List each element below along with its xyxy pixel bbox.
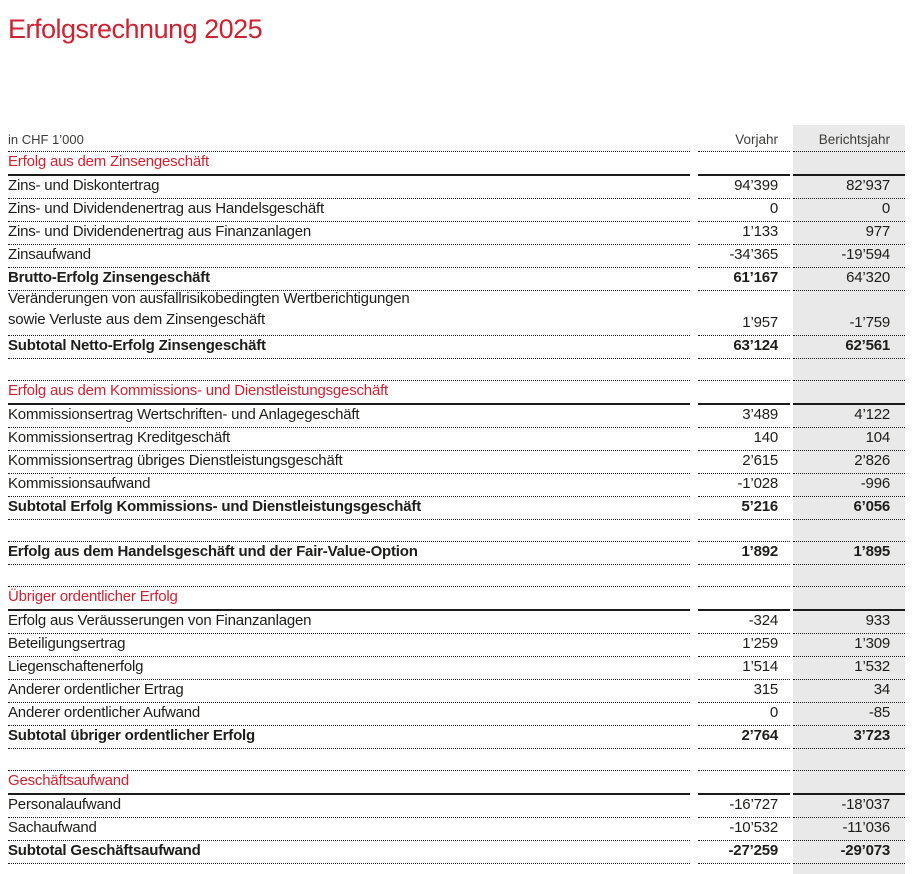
subtotal-row — [8, 841, 905, 864]
row-label: Kommissionsaufwand — [8, 474, 690, 497]
vorjahr-value: 0 — [698, 199, 790, 222]
section-title: Erfolg aus dem Kommissions- und Dienstleistungsgeschäft — [8, 381, 690, 405]
vorjahr-value: 1’892 — [698, 542, 790, 565]
row-label: Kommissionsertrag Wertschriften- und Anlagegeschäft — [8, 405, 690, 428]
table-row — [8, 199, 905, 222]
table-row — [8, 795, 905, 818]
table-row — [8, 818, 905, 841]
berichtsjahr-value: -29’073 — [793, 841, 905, 864]
row-label — [8, 291, 690, 336]
berichtsjahr-value: 3’723 — [793, 726, 905, 749]
berichtsjahr-value: -19’594 — [793, 245, 905, 268]
vorjahr-value: 0 — [698, 703, 790, 726]
row-label: Sachaufwand — [8, 818, 690, 841]
vorjahr-value: -34’365 — [698, 245, 790, 268]
berichtsjahr-value: 0 — [793, 199, 905, 222]
subtotal-row — [8, 497, 905, 520]
berichtsjahr-value: -996 — [793, 474, 905, 497]
gap-row — [8, 520, 905, 542]
table-row — [8, 634, 905, 657]
row-label: Personalaufwand — [8, 795, 690, 818]
berichtsjahr-value: 1’895 — [793, 542, 905, 565]
row-label: Brutto-Erfolg Zinsengeschäft — [8, 268, 690, 291]
row-label: Liegenschaftenerfolg — [8, 657, 690, 680]
row-label: Zins- und Dividendenertrag aus Finanzanlagen — [8, 222, 690, 245]
table-row — [8, 222, 905, 245]
table-row — [8, 428, 905, 451]
section-header-row — [8, 771, 905, 795]
row-label: Zins- und Diskontertrag — [8, 176, 690, 199]
section-header-row — [8, 152, 905, 176]
row-label: Beteiligungsertrag — [8, 634, 690, 657]
berichtsjahr-value: 4’122 — [793, 405, 905, 428]
berichtsjahr-value: -18’037 — [793, 795, 905, 818]
section-header-row — [8, 381, 905, 405]
row-label: Subtotal Netto-Erfolg Zinsengeschäft — [8, 336, 690, 359]
vorjahr-value: 61’167 — [698, 268, 790, 291]
section-title: Geschäftsaufwand — [8, 771, 690, 795]
vorjahr-value: 315 — [698, 680, 790, 703]
table-row-multiline — [8, 291, 905, 336]
subtotal-row — [8, 726, 905, 749]
row-label-line2: sowie Verluste aus dem Zinsengeschäft — [8, 311, 265, 329]
column-header-row — [8, 125, 905, 152]
row-label: Zinsaufwand — [8, 245, 690, 268]
vorjahr-value: 63’124 — [698, 336, 790, 359]
row-label: Zins- und Dividendenertrag aus Handelsgeschäft — [8, 199, 690, 222]
table-row — [8, 680, 905, 703]
col-header-vorjahr: Vorjahr — [698, 125, 790, 152]
table-row — [8, 703, 905, 726]
berichtsjahr-value: 6’056 — [793, 497, 905, 520]
row-label: Kommissionsertrag Kreditgeschäft — [8, 428, 690, 451]
page-title: Erfolgsrechnung 2025 — [8, 14, 263, 44]
row-label: Subtotal übriger ordentlicher Erfolg — [8, 726, 690, 749]
vorjahr-value: -1’028 — [698, 474, 790, 497]
vorjahr-value: -324 — [698, 611, 790, 634]
berichtsjahr-value: 62’561 — [793, 336, 905, 359]
berichtsjahr-value: 1’532 — [793, 657, 905, 680]
col-header-berichtsjahr: Berichtsjahr — [793, 125, 905, 152]
berichtsjahr-value: 933 — [793, 611, 905, 634]
vorjahr-value: -10’532 — [698, 818, 790, 841]
gap-row — [8, 359, 905, 381]
berichtsjahr-value: 104 — [793, 428, 905, 451]
table-row — [8, 611, 905, 634]
vorjahr-value: 140 — [698, 428, 790, 451]
gap-row — [8, 565, 905, 587]
berichtsjahr-value: 2’826 — [793, 451, 905, 474]
vorjahr-value: -16’727 — [698, 795, 790, 818]
vorjahr-value: 2’764 — [698, 726, 790, 749]
trading-result-row — [8, 542, 905, 565]
row-label: Subtotal Geschäftsaufwand — [8, 841, 690, 864]
gap-row — [8, 749, 905, 771]
income-statement-table — [8, 125, 905, 864]
vorjahr-value: 1’514 — [698, 657, 790, 680]
vorjahr-value: 94’399 — [698, 176, 790, 199]
vorjahr-value: -27’259 — [698, 841, 790, 864]
row-label: Erfolg aus dem Handelsgeschäft und der Fair-Value-Option — [8, 542, 690, 565]
berichtsjahr-value: 1’309 — [793, 634, 905, 657]
table-row — [8, 176, 905, 199]
table-row — [8, 451, 905, 474]
berichtsjahr-value: -11’036 — [793, 818, 905, 841]
row-label: Anderer ordentlicher Ertrag — [8, 680, 690, 703]
section-title: Übriger ordentlicher Erfolg — [8, 587, 690, 611]
berichtsjahr-value: 64’320 — [793, 268, 905, 291]
section-title: Erfolg aus dem Zinsengeschäft — [8, 152, 690, 176]
table-row — [8, 474, 905, 497]
row-label: Erfolg aus Veräusserungen von Finanzanlagen — [8, 611, 690, 634]
vorjahr-value: 2’615 — [698, 451, 790, 474]
row-label: Subtotal Erfolg Kommissions- und Dienstleistungsgeschäft — [8, 497, 690, 520]
vorjahr-value: 5’216 — [698, 497, 790, 520]
vorjahr-value: 1’133 — [698, 222, 790, 245]
vorjahr-value: 3’489 — [698, 405, 790, 428]
berichtsjahr-value: 34 — [793, 680, 905, 703]
table-row — [8, 657, 905, 680]
table-row — [8, 405, 905, 428]
row-label: Anderer ordentlicher Aufwand — [8, 703, 690, 726]
row-label-line1: Veränderungen von ausfallrisikobedingten Wertberichtigungen — [8, 289, 410, 307]
berichtsjahr-value: -1’759 — [793, 291, 905, 336]
subtotal-row — [8, 336, 905, 359]
berichtsjahr-value: -85 — [793, 703, 905, 726]
berichtsjahr-value: 977 — [793, 222, 905, 245]
berichtsjahr-value: 82’937 — [793, 176, 905, 199]
vorjahr-value: 1’957 — [698, 291, 790, 336]
vorjahr-value: 1’259 — [698, 634, 790, 657]
row-label: Kommissionsertrag übriges Dienstleistungsgeschäft — [8, 451, 690, 474]
section-header-row — [8, 587, 905, 611]
table-row — [8, 245, 905, 268]
unit-label: in CHF 1’000 — [8, 125, 690, 152]
